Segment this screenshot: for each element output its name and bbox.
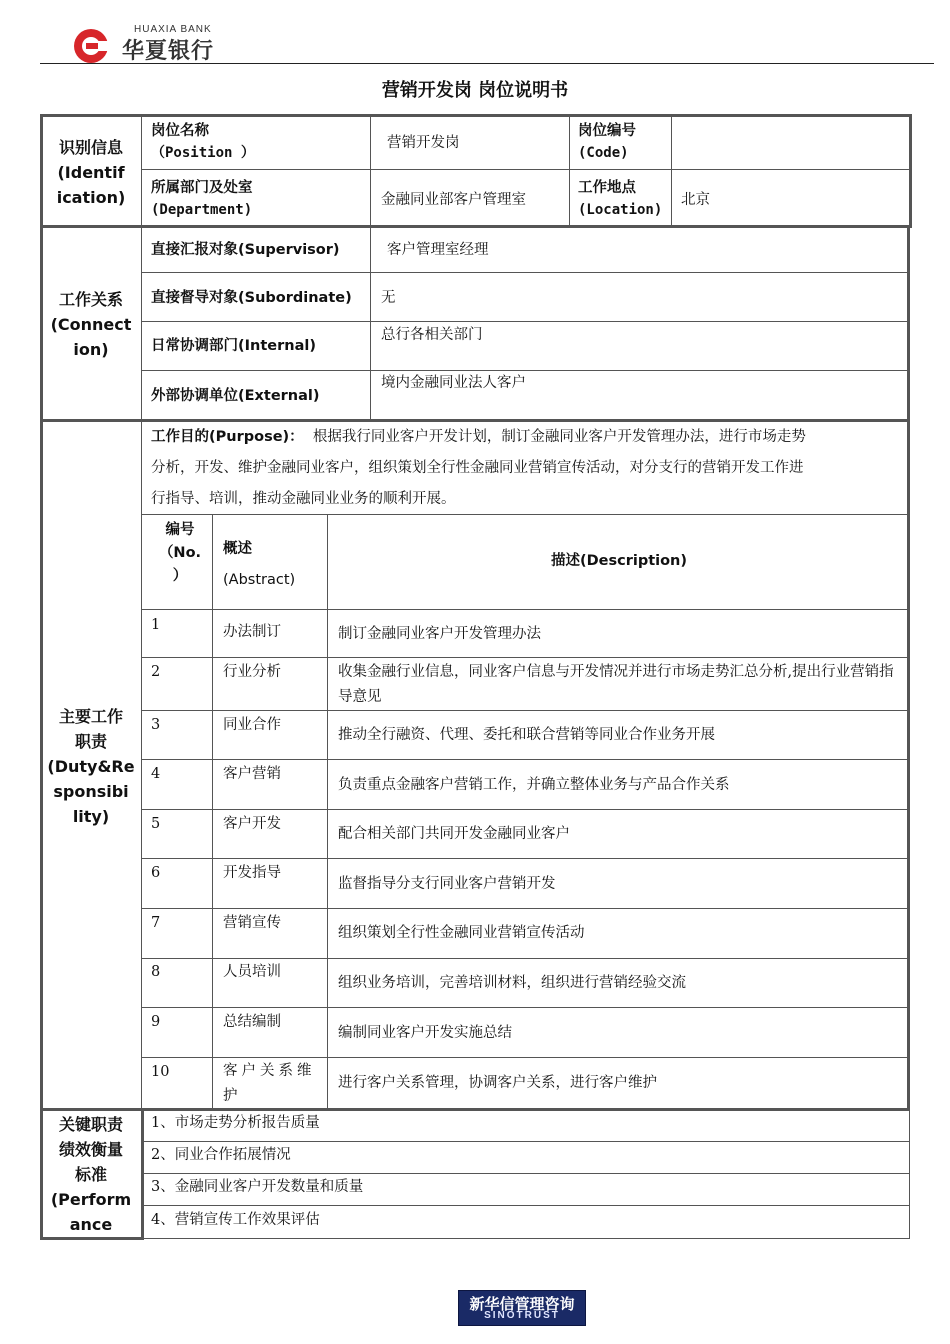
bank-name-en: HUAXIA BANK — [134, 24, 212, 35]
duty-row-6-desc: 监督指导分支行同业客户营销开发 — [338, 876, 556, 892]
purpose-line-3: 行指导、培训，推动金融同业业务的顺利开展。 — [151, 491, 456, 507]
duty-row-8-no: 8 — [151, 964, 161, 980]
department-value: 金融同业部客户管理室 — [381, 192, 526, 208]
duty-row-9-no: 9 — [151, 1014, 161, 1030]
duty-row-4-no: 4 — [151, 766, 161, 782]
performance-section-title: 关键职责 绩效衡量 标准 (Perform ance — [50, 1115, 132, 1234]
duty-row-5-no: 5 — [151, 816, 161, 832]
duty-row-7-desc: 组织策划全行性金融同业营销宣传活动 — [338, 925, 585, 941]
performance-item-4: 4、营销宣传工作效果评估 — [151, 1212, 320, 1228]
duty-row-2-desc: 收集金融行业信息，同业客户信息与开发情况并进行市场走势汇总分析,提出行业营销指导意见 — [338, 664, 894, 705]
identification-section-title: 识别信息 (Identif ication) — [56, 138, 126, 207]
header-divider — [40, 63, 934, 64]
external-value: 境内金融同业法人客户 — [381, 375, 526, 391]
performance-item-1: 1、市场走势分析报告质量 — [151, 1115, 320, 1131]
duty-row-2-no: 2 — [151, 664, 161, 680]
performance-item-3: 3、金融同业客户开发数量和质量 — [151, 1179, 364, 1195]
supervisor-label: 直接汇报对象(Supervisor) — [151, 242, 340, 258]
sinotrust-logo — [458, 1290, 586, 1326]
duty-row-10-no: 10 — [151, 1064, 170, 1080]
duty-row-1-desc: 制订金融同业客户开发管理办法 — [338, 626, 541, 642]
location-label: 工作地点 (Location) — [578, 180, 663, 218]
position-label: 岗位名称 （Position ） — [151, 123, 255, 161]
subordinate-value: 无 — [381, 290, 396, 306]
duty-row-3-no: 3 — [151, 717, 161, 733]
duty-section-title: 主要工作 职责 (Duty&Re sponsibi lity) — [47, 707, 135, 826]
document-title: 营销开发岗 岗位说明书 — [381, 80, 569, 101]
duty-row-1-abstract: 办法制订 — [223, 624, 281, 640]
internal-value: 总行各相关部门 — [381, 327, 483, 343]
duty-row-2-abstract: 行业分析 — [223, 664, 281, 680]
duty-row-9-abstract: 总结编制 — [223, 1014, 281, 1030]
duty-row-8-abstract: 人员培训 — [223, 964, 281, 980]
sinotrust-logo-cn: 新华信管理咨询 — [469, 1295, 575, 1313]
purpose-block — [151, 422, 906, 515]
internal-label: 日常协调部门(Internal) — [151, 338, 316, 354]
code-label: 岗位编号 (Code) — [578, 123, 636, 161]
duty-row-10-abstract: 客户关系维护 — [223, 1063, 316, 1104]
purpose-label: 工作目的(Purpose)： — [151, 429, 304, 445]
duty-row-7-no: 7 — [151, 915, 161, 931]
department-label: 所属部门及处室 (Department) — [151, 180, 253, 218]
performance-item-2: 2、同业合作拓展情况 — [151, 1147, 291, 1163]
column-header-description: 描述(Description) — [550, 553, 688, 569]
duty-row-5-abstract: 客户开发 — [223, 816, 281, 832]
purpose-line-1: 根据我行同业客户开发计划，制订金融同业客户开发管理办法，进行市场走势 — [312, 429, 806, 445]
purpose-line-2: 分析，开发、维护金融同业客户，组织策划全行性金融同业营销宣传活动，对分支行的营销开发工作进 — [151, 460, 804, 476]
connection-section-title: 工作关系 (Connect ion) — [50, 290, 132, 359]
external-label: 外部协调单位(External) — [151, 388, 320, 404]
duty-row-3-desc: 推动全行融资、代理、委托和联合营销等同业合作业务开展 — [338, 727, 715, 743]
duty-row-1-no: 1 — [151, 617, 161, 633]
duty-row-6-abstract: 开发指导 — [223, 865, 281, 881]
duty-row-9-desc: 编制同业客户开发实施总结 — [338, 1025, 512, 1041]
location-value: 北京 — [681, 192, 710, 208]
duty-row-4-abstract: 客户营销 — [223, 766, 281, 782]
duty-row-5-desc: 配合相关部门共同开发金融同业客户 — [338, 826, 570, 842]
duty-row-6-no: 6 — [151, 865, 161, 881]
duty-row-3-abstract: 同业合作 — [223, 717, 281, 733]
supervisor-value: 客户管理室经理 — [387, 242, 489, 258]
duty-row-4-desc: 负责重点金融客户营销工作，并确立整体业务与产品合作关系 — [338, 777, 730, 793]
duty-row-10-desc: 进行客户关系管理，协调客户关系，进行客户维护 — [338, 1075, 657, 1091]
column-header-abstract: 概述 (Abstract) — [223, 541, 296, 588]
duty-row-7-abstract: 营销宣传 — [223, 915, 281, 931]
position-value: 营销开发岗 — [387, 135, 460, 151]
sinotrust-logo-en: SINOTRUST — [484, 1310, 560, 1321]
bank-name-cn: 华夏银行 — [122, 39, 215, 64]
huaxia-logo-icon — [70, 26, 112, 66]
subordinate-label: 直接督导对象(Subordinate) — [151, 290, 352, 306]
duty-row-8-desc: 组织业务培训，完善培训材料，组织进行营销经验交流 — [338, 975, 686, 991]
column-header-no: 编号 （No. ） — [158, 522, 202, 584]
